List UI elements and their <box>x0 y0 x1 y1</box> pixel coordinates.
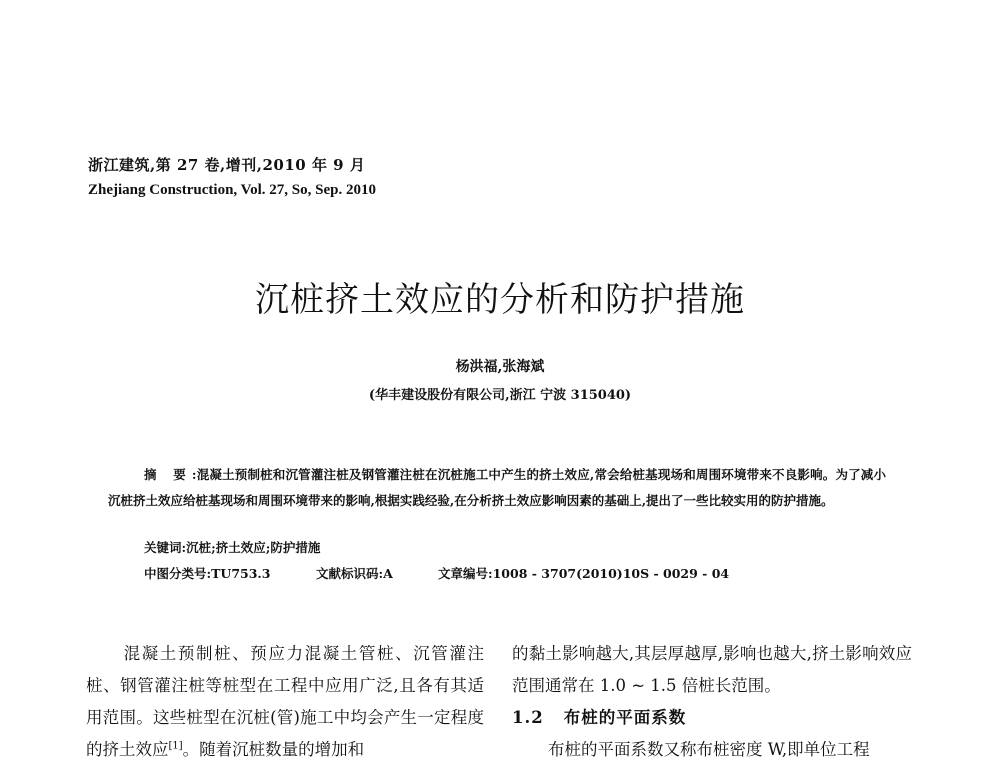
section-title: 布桩的平面系数 <box>563 708 687 727</box>
affiliation: (华丰建设股份有限公司,浙江 宁波 315040) <box>368 388 632 403</box>
section-number: 1.2 <box>512 708 544 727</box>
journal-header-en: Zhejiang Construction, Vol. 27, So, Sep. 2010 <box>88 182 376 198</box>
abstract-label: 摘 要 <box>144 467 192 482</box>
right-paragraph-2 <box>512 734 912 766</box>
journal-header-cn: 浙江建筑,第 27 卷,增刊,2010 年 9 月 <box>88 156 366 174</box>
clc-number: 中图分类号:TU753.3 <box>144 566 271 581</box>
body-left-column <box>86 638 484 766</box>
article-number: 文章编号:1008 - 3707(2010)10S - 0029 - 04 <box>438 566 730 581</box>
paper-title: 沉桩挤土效应的分析和防护措施 <box>255 280 745 320</box>
document-code: 文献标识码:A <box>316 566 393 581</box>
right-paragraph-1: 的黏土影响越大,其层厚越厚,影响也越大,挤土影响效应范围通常在 1.0 ~ 1.5 倍桩长范围。 <box>512 644 912 695</box>
authors: 杨洪福,张海斌 <box>455 359 545 375</box>
citation-ref: [1] <box>168 740 183 752</box>
right-paragraph-2-text: 布桩的平面系数又称布桩密度 W,即单位工程 <box>548 740 870 759</box>
section-heading <box>512 702 912 734</box>
intro-paragraph: 混凝土预制桩、预应力混凝土管桩、沉管灌注桩、钢管灌注桩等桩型在工程中应用广泛,且各有其适用范围。这些桩型在沉桩(管)施工中均会产生一定程度的挤土效应 <box>86 644 484 759</box>
abstract-text: :混凝土预制桩和沉管灌注桩及钢管灌注桩在沉桩施工中产生的挤土效应,常会给桩基现场和周围环境带来不良影响。为了减小沉桩挤土效应给桩基现场和周围环境带来的影响,根据实践经验,在分析挤土效应影响因素的基础上,提出了一些比较实用的防护措施。 <box>108 467 886 508</box>
abstract <box>108 462 886 514</box>
body-right-column <box>512 638 912 766</box>
intro-paragraph-tail: 。随着沉桩数量的增加和 <box>182 740 365 759</box>
keywords: 关键词:沉桩;挤土效应;防护措施 <box>144 540 321 555</box>
